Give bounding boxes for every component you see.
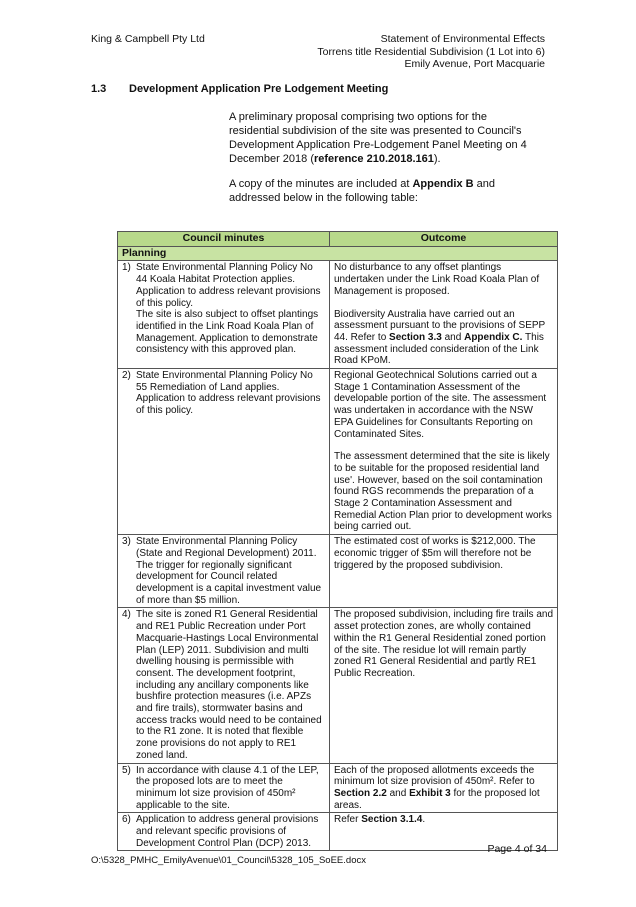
outcome-text: Refer Section 3.1.4. <box>334 814 426 826</box>
row-number: 6) <box>122 814 131 826</box>
outcome-text: Biodiversity Australia have carried out an assessment pursuant to the provisions of SEPP 44. Refer to Section 3.3 and Appendix C. This assessment included consideration of the Link Road KPoM. <box>334 308 546 367</box>
minutes-cell <box>118 535 330 608</box>
col-header-outcome: Outcome <box>330 232 558 247</box>
minutes-cell <box>118 608 330 763</box>
col-header-minutes: Council minutes <box>118 232 330 247</box>
intro-paragraph-2 <box>229 177 529 205</box>
minutes-text: State Environmental Planning Policy No 55 Remediation of Land applies. Application to address relevant provisions of this policy. <box>136 370 321 417</box>
row-number: 4) <box>122 609 131 621</box>
section-heading <box>91 83 388 95</box>
minutes-cell <box>118 369 330 535</box>
minutes-cell <box>118 763 330 813</box>
doc-title: Statement of Environmental Effects <box>380 33 545 45</box>
intro-paragraph-1 <box>229 110 529 166</box>
section-title: Development Application Pre Lodgement Meeting <box>129 83 389 95</box>
reference-number: reference 210.2018.161 <box>314 153 434 165</box>
outcome-text: The proposed subdivision, including fire trails and asset protection zones, are wholly contained within the R1 General Residential zoned portion of the site. The residue lot will remain partly zoned R1 General Residential and partly RE1 Public Recreation. <box>334 609 554 679</box>
table-header-row <box>118 232 558 247</box>
doc-subtitle: Torrens title Residential Subdivision (1 Lot into 6) <box>317 45 545 58</box>
row-number: 5) <box>122 764 131 776</box>
council-minutes-table <box>117 231 558 851</box>
section-number: 1.3 <box>91 83 107 95</box>
outcome-cell <box>330 608 558 763</box>
doc-address: Emily Avenue, Port Macquarie <box>404 58 545 70</box>
minutes-text: The site is zoned R1 General Residential and RE1 Public Recreation under Port Macquarie-Hastings Local Environmental Plan (LEP) 2011. Subdivision and multi dwelling housing is permissible with consent. The development footprint, including any ancillary components like bushfire protection measures (i.e. APZs and fire trails), stormwater basins and access tracks would need to be contained to the R1 zone. It is noted that flexible zone provisions do not apply to RE1 zoned land. <box>136 609 322 761</box>
minutes-text: State Environmental Planning Policy No 44 Koala Habitat Protection applies. Application to address relevant provisions of this policy. <box>136 262 321 309</box>
group-row <box>118 246 558 261</box>
outcome-text: The assessment determined that the site is likely to be suitable for the proposed residential land use'. However, based on the soil contamination found RGS recommends the preparation of a Stage 2 Contamination Assessment and Remedial Action Plan prior to development works being carried out. <box>334 451 552 533</box>
outcome-cell <box>330 261 558 369</box>
file-path: O:\5328_PMHC_EmilyAvenue\01_Council\5328_105_SoEE.docx <box>91 855 366 866</box>
table-row <box>118 535 558 608</box>
table-row <box>118 763 558 813</box>
row-number: 2) <box>122 370 131 382</box>
intro-p1-end: ). <box>433 153 441 165</box>
outcome-cell <box>330 369 558 535</box>
page-number: Page 4 of 34 <box>487 843 547 855</box>
minutes-text: Application to address general provisions and relevant specific provisions of Development Control Plan (DCP) 2013. <box>136 814 319 849</box>
outcome-text: The estimated cost of works is $212,000. The economic trigger of $5m will therefore not be triggered by the proposed subdivision. <box>334 536 536 571</box>
intro-p2-text: A copy of the minutes are included at <box>229 178 413 190</box>
table-row <box>118 369 558 535</box>
minutes-text: The site is also subject to offset plantings identified in the Link Road Koala Plan of Management. Application to demonstrate consistency with this approved plan. <box>136 309 319 356</box>
minutes-text: State Environmental Planning Policy (State and Regional Development) 2011. The trigger for regionally significant development for Council related development is a capital investment value of more than $5 million. <box>136 536 322 606</box>
outcome-text: No disturbance to any offset plantings undertaken under the Link Road Koala Plan of Management is proposed. <box>334 262 540 297</box>
minutes-cell <box>118 813 330 851</box>
outcome-cell <box>330 763 558 813</box>
table-row <box>118 261 558 369</box>
outcome-text: Regional Geotechnical Solutions carried out a Stage 1 Contamination Assessment of the developable portion of the site. The assessment was undertaken in accordance with the NSW EPA Guidelines for Consultants Reporting on Contaminated Sites. <box>334 370 547 440</box>
document-header <box>317 33 545 71</box>
intro-p1-text: A preliminary proposal comprising two options for the residential subdivision of the site was presented to Council's Development Application Pre-Lodgement Panel Meeting on 4 December 2018 ( <box>229 111 527 165</box>
appendix-ref: Appendix B <box>412 178 474 190</box>
minutes-cell <box>118 261 330 369</box>
group-label: Planning <box>118 246 558 261</box>
table-row <box>118 608 558 763</box>
row-number: 1) <box>122 262 131 274</box>
intro-p2-end: and addressed below in the following table: <box>229 178 495 204</box>
company-name: King & Campbell Pty Ltd <box>91 33 205 45</box>
outcome-cell <box>330 535 558 608</box>
minutes-text: In accordance with clause 4.1 of the LEP, the proposed lots are to meet the minimum lot size provision of 450m² applicable to the site. <box>136 764 319 811</box>
outcome-text: Each of the proposed allotments exceeds the minimum lot size provision of 450m². Refer to Section 2.2 and Exhibit 3 for the proposed lot areas. <box>334 764 540 811</box>
row-number: 3) <box>122 536 131 548</box>
